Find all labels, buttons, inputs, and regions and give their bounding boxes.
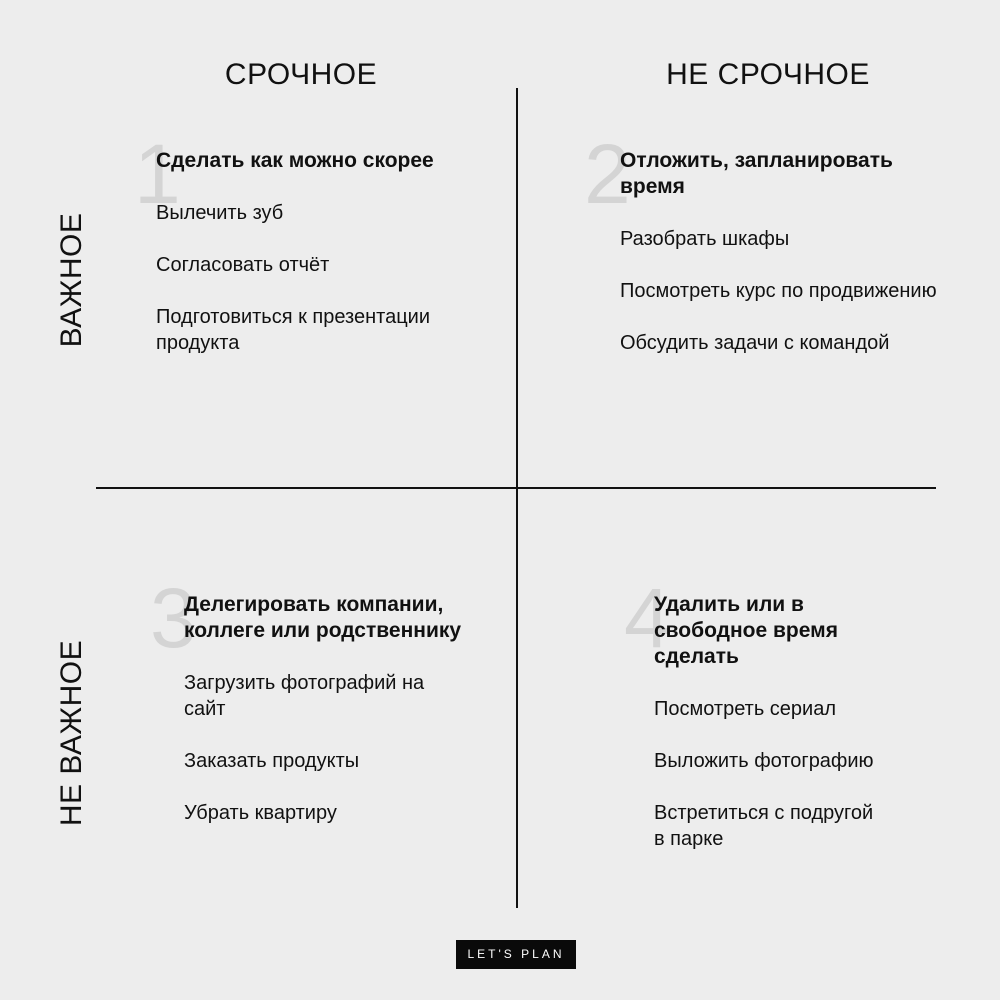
row-header-not-important: НЕ ВАЖНОЕ [55, 639, 88, 827]
task-item: Обсудить задачи с командой [620, 332, 890, 354]
horizontal-divider [96, 487, 936, 489]
quadrant-title: Сделать как можно скорее [156, 149, 434, 172]
quadrant-1 [134, 127, 456, 382]
task-item: Согласовать отчёт [156, 254, 330, 276]
task-item: Убрать квартиру [184, 802, 337, 824]
lets-plan-badge: LET'S PLAN [456, 940, 576, 969]
quadrant-number: 3 [150, 571, 197, 665]
quadrant-title: Делегировать компании, коллеге или родственнику [184, 593, 462, 642]
quadrant-3 [150, 571, 464, 852]
task-item: Загрузить фотографий на сайт [184, 672, 425, 720]
quadrant-2 [584, 127, 950, 382]
task-item: Заказать продукты [184, 750, 360, 772]
task-item: Посмотреть сериал [654, 698, 837, 720]
task-item: Разобрать шкафы [620, 228, 790, 250]
quadrant-4 [624, 571, 874, 878]
quadrant-number: 4 [624, 571, 671, 665]
task-item: Посмотреть курс по продвижению [620, 280, 937, 302]
task-item: Подготовиться к презентации продукта [156, 306, 431, 354]
task-item: Встретиться с подругой в парке [654, 802, 874, 850]
quadrant-number: 2 [584, 127, 631, 221]
column-header-urgent: СРОЧНОЕ [224, 58, 378, 91]
quadrant-title: Отложить, запланировать время [620, 149, 893, 198]
quadrant-title: Удалить или в свободное время сделать [654, 593, 838, 668]
task-item: Вылечить зуб [156, 202, 284, 224]
row-header-important: ВАЖНОЕ [55, 212, 88, 348]
column-header-not-urgent: НЕ СРОЧНОЕ [666, 58, 870, 91]
task-item: Выложить фотографию [654, 750, 874, 772]
vertical-divider [516, 88, 518, 908]
quadrant-number: 1 [134, 127, 181, 221]
